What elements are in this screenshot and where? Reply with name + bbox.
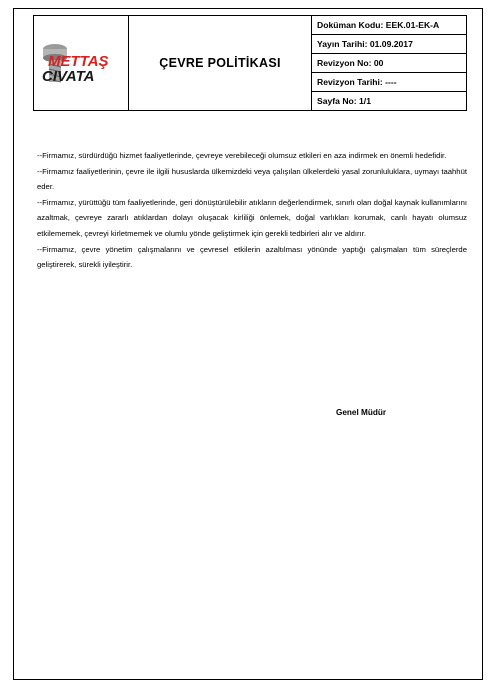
policy-paragraph: --Firmamız, çevre yönetim çalışmalarını ve çevresel etkilerin azaltılması yönünde yaptığı çalışmaları tüm süreçlerde geliştirerek, sürekli iyileştirir.: [37, 244, 467, 270]
logo-cell: [34, 16, 129, 111]
document-header: [33, 15, 467, 111]
meta-document-code: Doküman Kodu: EEK.01-EK-A: [312, 16, 467, 35]
meta-revision-no: Revizyon No: 00: [312, 54, 467, 73]
bolt-icon: [38, 40, 124, 86]
logo-line2: CIVATA: [42, 68, 95, 85]
policy-paragraph: --Firmamız faaliyetlerinin, çevre ile ilgili hususlarda ülkemizdeki veya çalışılan ülkelerdeki yasal zorunluluklara, uymayı taahhüt eder.: [37, 166, 467, 192]
policy-body: [37, 148, 467, 273]
policy-paragraph: --Firmamız, sürdürdüğü hizmet faaliyetlerinde, çevreye verebileceği olumsuz etkileri en aza indirmek en önemli hedefidir.: [37, 151, 447, 160]
meta-page-no: Sayfa No: 1/1: [312, 92, 467, 111]
document-title: ÇEVRE POLİTİKASI: [129, 16, 312, 111]
meta-publish-date: Yayın Tarihi: 01.09.2017: [312, 35, 467, 54]
logo-line1: METTAŞ: [48, 53, 109, 70]
company-logo: [38, 40, 124, 86]
meta-revision-date: Revizyon Tarihi: ----: [312, 73, 467, 92]
policy-paragraph: --Firmamız, yürüttüğü tüm faaliyetlerinde, geri dönüştürülebilir atıkların değerlendirmek, sınırlı olan doğal kaynak kullanımlarını azaltmak, çevreye zararlı atıklardan dolayı oluşacak kirliliği önlemek, doğal varlıkları korumak, canlı hayatı olumsuz etkilememek, çevreyi kirletmemek ve olumlu yönde geliştirmek için gerekli tedbirleri alır ve aldırır.: [37, 197, 467, 238]
signature-title: Genel Müdür: [336, 408, 387, 417]
